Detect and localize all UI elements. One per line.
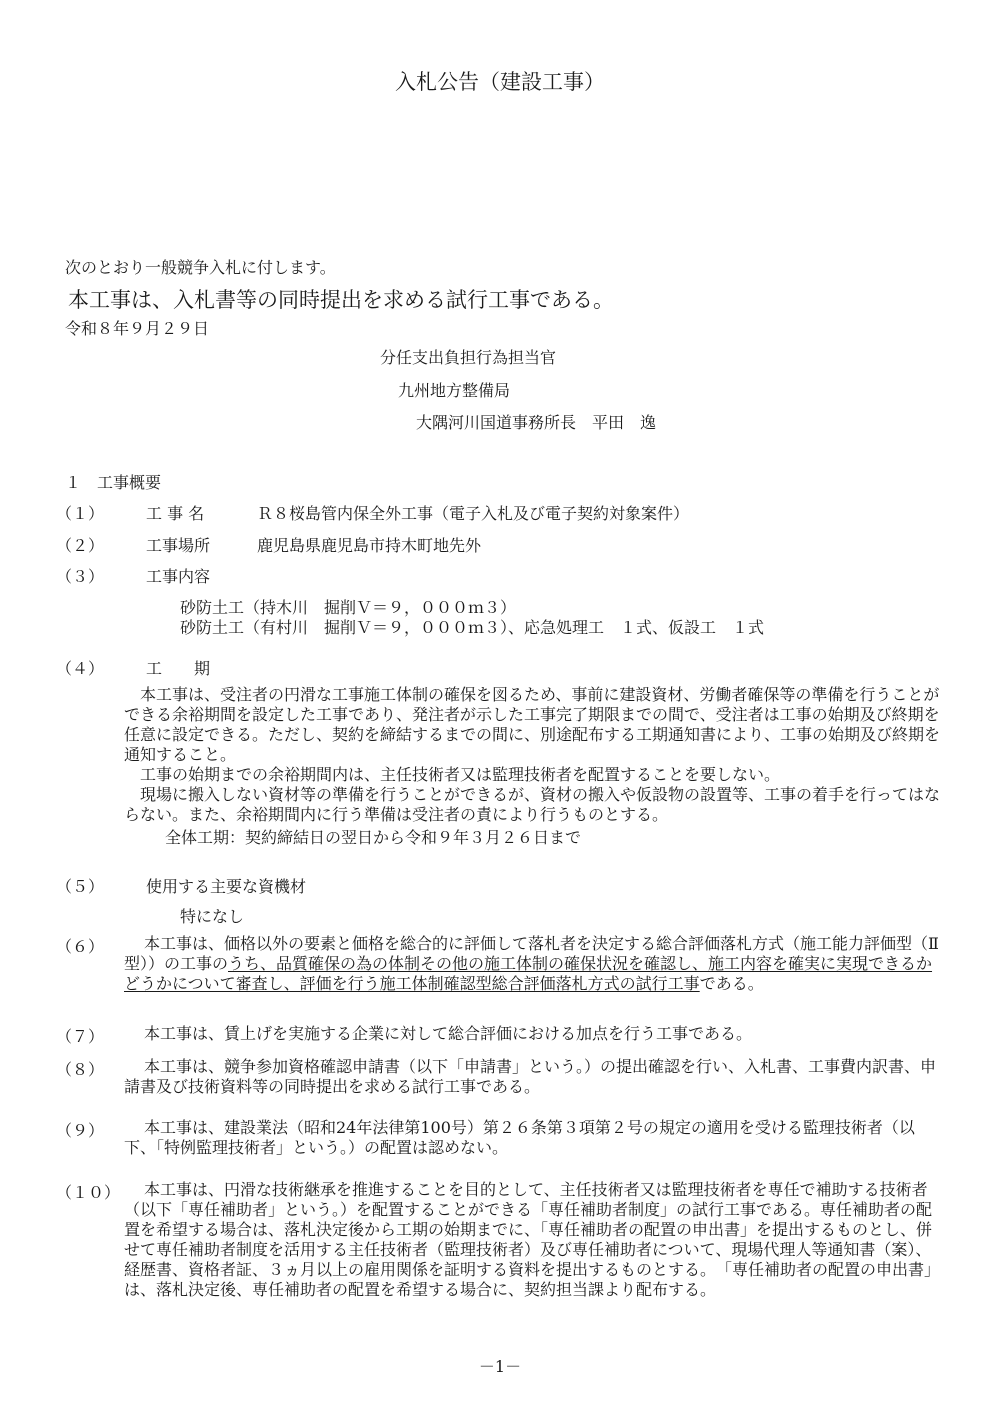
official-title: 分任支出負担行為担当官 <box>380 348 557 367</box>
application-paragraph: 本工事は、競争参加資格確認申請書（以下「申請書」という。）の提出確認を行い、入札書、工事費内訳書、申請書及び技術資料等の同時提出を求める試行工事である。 <box>124 1057 937 1096</box>
intro-text: 次のとおり一般競争入札に付します。 <box>65 258 336 277</box>
item-label: 工事場所 <box>146 536 211 555</box>
item-number: （７） <box>56 1027 105 1046</box>
project-name: Ｒ８桜島管内保全外工事（電子入札及び電子契約対象案件） <box>257 504 690 523</box>
item-number: （１） <box>56 504 105 523</box>
item-number: （５） <box>56 877 105 896</box>
evaluation-paragraph: 本工事は、価格以外の要素と価格を総合的に評価して落札者を決定する総合評価落札方式（施工能力評価型（Ⅱ型））の工事のうち、品質確保の為の体制その他の施工体制の確保状況を確認し、施工内容を確実に実現できるかどうかについて審査し、評価を行う施工体制確認型総合評価落札方式の試行工事である。 <box>124 934 939 993</box>
item-number: （３） <box>56 567 105 586</box>
assistant-paragraph: 本工事は、円滑な技術継承を推進することを目的として、主任技術者又は監理技術者を専任で補助する技術者（以下「専任補助者」という。）を配置することができる「専任補助者制度」の試行工事である。専任補助者の配置を希望する場合は、落札決定後から工期の始期までに、「専任補助者の配置の申出書」を提出するものとし、併せて専任補助者制度を活用する主任技術者（監理技術者）及び専任補助者について、現場代理人等通知書（案）、経歴書、資格者証、３ヵ月以上の雇用関係を証明する資料を提出するものとする。 「専任補助者の配置の申出書」は、落札決定後、専任補助者の配置を希望する場合に、契約担当課より配布する。 <box>124 1180 941 1299</box>
item-label: 工 事 名 <box>146 504 205 523</box>
underlined-text: うち、品質確保の為の体制その他の施工体制の確保状況を確認し、施工内容を確実に実現できるかどうかについて審査し、評価を行う施工体制確認型総合評価落札方式の試行工事 <box>124 954 933 993</box>
engineer-paragraph: 本工事は、建設業法（昭和24年法律第100号）第２６条第３項第２号の規定の適用を受ける監理技術者（以下、「特例監理技術者」という。）の配置は認めない。 <box>124 1118 915 1157</box>
trial-notice: 本工事は、入札書等の同時提出を求める試行工事である。 <box>68 288 614 312</box>
item-number: （１０） <box>56 1183 121 1202</box>
official-bureau: 九州地方整備局 <box>398 381 511 400</box>
item-label: 工事内容 <box>146 567 211 586</box>
wage-paragraph: 本工事は、賃上げを実施する企業に対して総合評価における加点を行う工事である。 <box>144 1024 753 1043</box>
project-location: 鹿児島県鹿児島市持木町地先外 <box>257 536 482 555</box>
item-number: （８） <box>56 1060 105 1079</box>
period-paragraph: 現場に搬入しない資材等の準備を行うことができるが、資材の搬入や仮設物の設置等、工事の着手を行ってはならない。また、余裕期間内に行う準備は受注者の責により行うものとする。 <box>124 785 941 824</box>
official-name: 大隅河川国道事務所長 平田 逸 <box>416 413 657 432</box>
item-number: （２） <box>56 536 105 555</box>
notice-date: 令和８年９月２９日 <box>65 319 210 338</box>
materials-value: 特になし <box>180 907 245 926</box>
item-number: （９） <box>56 1121 105 1140</box>
item-number: （６） <box>56 937 105 956</box>
work-content-line: 砂防土工（有村川 掘削Ｖ＝９，０００ｍ３）、応急処理工 １式、仮設工 １式 <box>180 618 765 637</box>
item-number: （４） <box>56 659 105 678</box>
period-paragraph: 本工事は、受注者の円滑な工事施工体制の確保を図るため、事前に建設資材、労働者確保等の準備を行うことができる余裕期間を設定した工事であり、発注者が示した工事完了期限までの間で、受注者は工事の始期及び終期を任意に設定できる。ただし、契約を締結するまでの間に、別途配布する工期通知書により、工事の始期及び終期を通知すること。 <box>124 685 941 764</box>
page-number: －1－ <box>478 1357 522 1376</box>
document-title: 入札公告（建設工事） <box>395 70 605 94</box>
item-label: 工 期 <box>146 659 211 678</box>
item-label: 使用する主要な資機材 <box>146 877 307 896</box>
total-period: 全体工期：契約締結日の翌日から令和９年３月２６日まで <box>165 828 582 847</box>
work-content-line: 砂防土工（持木川 掘削Ｖ＝９，０００ｍ３） <box>180 598 517 617</box>
section-heading: １ 工事概要 <box>65 473 162 492</box>
period-paragraph: 工事の始期までの余裕期間内は、主任技術者又は監理技術者を配置することを要しない。 <box>140 765 781 784</box>
